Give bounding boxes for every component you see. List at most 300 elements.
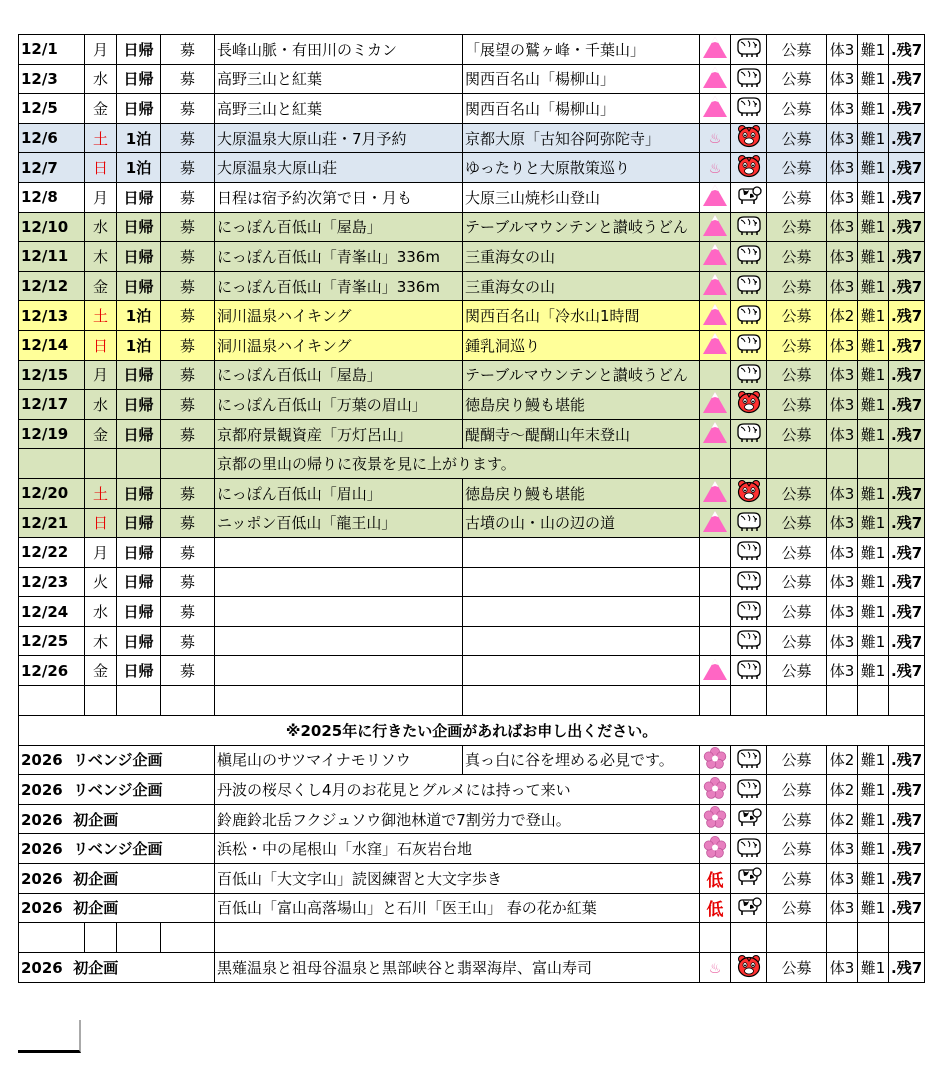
ox-icon — [736, 421, 762, 443]
difficulty-level-cell: 難1 — [858, 626, 889, 656]
date-cell: 12/22 — [19, 538, 85, 568]
plan-row — [19, 745, 925, 775]
table-row — [19, 123, 925, 153]
cow-icon — [736, 806, 762, 828]
ox-icon — [736, 66, 762, 88]
stamina-level-cell: 体3 — [827, 508, 858, 538]
event-title-cell: 大原温泉大原山荘 — [215, 153, 463, 183]
remaining-seats-cell: .残7 — [889, 597, 925, 627]
trip-type-cell: 日帰 — [117, 212, 161, 242]
recruit-type-cell: 公募 — [767, 834, 827, 864]
animal-icon-cell — [731, 182, 767, 212]
plan-label-cell — [19, 953, 215, 983]
animal-icon-cell — [731, 656, 767, 686]
trip-type-cell: 日帰 — [117, 390, 161, 420]
recruit-type-cell: 公募 — [767, 893, 827, 923]
mountain-icon — [702, 213, 728, 237]
low-mountain-mark: 低 — [706, 870, 724, 891]
event-subtitle-cell — [463, 597, 700, 627]
recruit-type-cell: 公募 — [767, 864, 827, 894]
plan-year: 2026 — [21, 810, 63, 829]
plan-title-cell: 浜松・中の尾根山「水窪」石灰岩台地 — [215, 834, 700, 864]
animal-icon-cell — [731, 35, 767, 65]
recruit-type-cell: 公募 — [767, 301, 827, 331]
difficulty-level-cell: 難1 — [858, 597, 889, 627]
table-row — [19, 508, 925, 538]
table-row — [19, 419, 925, 449]
recruit-type-cell: 公募 — [767, 330, 827, 360]
recruiting-cell: 募 — [161, 508, 215, 538]
date-cell: 12/17 — [19, 390, 85, 420]
difficulty-level-cell: 難1 — [858, 508, 889, 538]
event-subtitle-cell: 関西百名山「楊柳山」 — [463, 64, 700, 94]
date-cell: 12/8 — [19, 182, 85, 212]
animal-icon-cell — [731, 94, 767, 124]
plan-year: 2026 — [21, 959, 63, 978]
weekday-cell: 土 — [85, 301, 117, 331]
mountain-icon — [702, 183, 728, 207]
recruiting-cell: 募 — [161, 656, 215, 686]
plan-title-cell: 黒薙温泉と祖母谷温泉と黒部峡谷と翡翠海岸、富山寿司 — [215, 953, 700, 983]
event-subtitle-cell — [463, 626, 700, 656]
remaining-seats-cell: .残7 — [889, 212, 925, 242]
trip-type-cell: 日帰 — [117, 360, 161, 390]
table-row — [19, 656, 925, 686]
category-icon-cell — [700, 94, 731, 124]
remaining-seats-cell: .残7 — [889, 893, 925, 923]
stamina-level-cell: 体3 — [827, 123, 858, 153]
stamina-level-cell: 体3 — [827, 182, 858, 212]
trip-type-cell: 1泊 — [117, 153, 161, 183]
plan-title-cell: 百低山「富山高落場山」と石川「医王山」 春の花か紅葉 — [215, 893, 700, 923]
difficulty-level-cell: 難1 — [858, 834, 889, 864]
difficulty-level-cell: 難1 — [858, 804, 889, 834]
trip-type-cell: 日帰 — [117, 94, 161, 124]
date-cell: 12/5 — [19, 94, 85, 124]
animal-icon-cell — [731, 893, 767, 923]
remaining-seats-cell: .残7 — [889, 804, 925, 834]
recruiting-cell: 募 — [161, 538, 215, 568]
event-subtitle-cell: 「展望の鷲ヶ峰・千葉山」 — [463, 35, 700, 65]
category-icon-cell — [700, 804, 731, 834]
remaining-seats-cell: .残7 — [889, 419, 925, 449]
ox-icon — [736, 273, 762, 295]
event-title-cell: 高野三山と紅葉 — [215, 64, 463, 94]
difficulty-level-cell: 難1 — [858, 953, 889, 983]
plan-title-cell: 百低山「大文字山」読図練習と大文字歩き — [215, 864, 700, 894]
date-cell: 12/20 — [19, 478, 85, 508]
hot-spring-icon: ♨ — [708, 131, 722, 148]
hot-spring-icon: ♨ — [708, 160, 722, 177]
ox-icon — [736, 539, 762, 561]
plan-year: 2026 — [21, 899, 63, 918]
plan-kind: 初企画 — [73, 869, 119, 888]
remaining-seats-cell: .残7 — [889, 864, 925, 894]
ox-icon — [736, 36, 762, 58]
difficulty-level-cell: 難1 — [858, 567, 889, 597]
difficulty-level-cell: 難1 — [858, 656, 889, 686]
category-icon-cell — [700, 567, 731, 597]
note-row — [19, 716, 925, 746]
event-subtitle-cell: 徳島戻り鰻も堪能 — [463, 390, 700, 420]
difficulty-level-cell: 難1 — [858, 330, 889, 360]
recruiting-cell: 募 — [161, 626, 215, 656]
recruiting-cell: 募 — [161, 153, 215, 183]
ox-icon — [736, 836, 762, 858]
recruit-type-cell: 公募 — [767, 271, 827, 301]
cow-icon — [736, 865, 762, 887]
category-icon-cell — [700, 745, 731, 775]
stamina-level-cell: 体3 — [827, 893, 858, 923]
trip-type-cell: 日帰 — [117, 567, 161, 597]
ox-icon — [736, 243, 762, 265]
category-icon-cell — [700, 775, 731, 805]
hot-spring-icon: ♨ — [708, 960, 722, 977]
difficulty-level-cell: 難1 — [858, 271, 889, 301]
stamina-level-cell: 体3 — [827, 538, 858, 568]
recruit-type-cell: 公募 — [767, 35, 827, 65]
event-subtitle-cell: 鍾乳洞巡り — [463, 330, 700, 360]
stamina-level-cell: 体3 — [827, 478, 858, 508]
ox-icon — [736, 214, 762, 236]
recruiting-cell: 募 — [161, 123, 215, 153]
trip-type-cell: 1泊 — [117, 301, 161, 331]
remaining-seats-cell: .残7 — [889, 626, 925, 656]
trip-type-cell: 1泊 — [117, 330, 161, 360]
recruiting-cell: 募 — [161, 597, 215, 627]
cell-selection-marker — [18, 1020, 81, 1053]
plan-label-cell — [19, 834, 215, 864]
ox-icon — [736, 658, 762, 680]
mountain-icon — [702, 390, 728, 414]
event-title-cell: 京都府景観資産「万灯呂山」 — [215, 419, 463, 449]
recruit-type-cell: 公募 — [767, 94, 827, 124]
event-subtitle-cell: 三重海女の山 — [463, 271, 700, 301]
animal-icon-cell — [731, 775, 767, 805]
ox-icon — [736, 747, 762, 769]
ox-icon — [736, 569, 762, 591]
plan-label-cell — [19, 864, 215, 894]
stamina-level-cell: 体3 — [827, 64, 858, 94]
low-mountain-mark: 低 — [706, 900, 724, 921]
animal-icon-cell — [731, 390, 767, 420]
animal-icon-cell — [731, 123, 767, 153]
recruit-type-cell: 公募 — [767, 212, 827, 242]
plan-row — [19, 864, 925, 894]
event-title-cell — [215, 567, 463, 597]
date-cell: 12/11 — [19, 242, 85, 272]
event-title-cell — [215, 597, 463, 627]
stamina-level-cell: 体3 — [827, 656, 858, 686]
category-icon-cell — [700, 538, 731, 568]
table-row — [19, 330, 925, 360]
tiger-icon — [736, 154, 762, 178]
request-note: ※2025年に行きたい企画があればお申し出ください。 — [19, 716, 925, 746]
stamina-level-cell: 体2 — [827, 804, 858, 834]
event-title-cell: 洞川温泉ハイキング — [215, 301, 463, 331]
trip-type-cell: 日帰 — [117, 538, 161, 568]
animal-icon-cell — [731, 953, 767, 983]
blank-row — [19, 686, 925, 716]
event-note-cell: 京都の里山の帰りに夜景を見に上がります。 — [215, 449, 700, 479]
animal-icon-cell — [731, 271, 767, 301]
recruit-type-cell: 公募 — [767, 567, 827, 597]
event-title-cell: ニッポン百低山「龍王山」 — [215, 508, 463, 538]
table-row — [19, 64, 925, 94]
difficulty-level-cell: 難1 — [858, 94, 889, 124]
ox-icon — [736, 303, 762, 325]
recruit-type-cell: 公募 — [767, 656, 827, 686]
weekday-cell: 木 — [85, 626, 117, 656]
animal-icon-cell — [731, 64, 767, 94]
table-row — [19, 597, 925, 627]
difficulty-level-cell: 難1 — [858, 360, 889, 390]
tiger-icon — [736, 390, 762, 414]
event-subtitle-cell — [463, 538, 700, 568]
animal-icon-cell — [731, 419, 767, 449]
date-cell: 12/14 — [19, 330, 85, 360]
ox-icon — [736, 599, 762, 621]
difficulty-level-cell: 難1 — [858, 419, 889, 449]
weekday-cell: 火 — [85, 567, 117, 597]
event-subtitle-cell: テーブルマウンテンと讃岐うどん — [463, 360, 700, 390]
plan-year: 2026 — [21, 840, 63, 859]
difficulty-level-cell: 難1 — [858, 35, 889, 65]
plan-kind: リベンジ企画 — [73, 751, 163, 770]
stamina-level-cell: 体3 — [827, 35, 858, 65]
trip-type-cell: 日帰 — [117, 419, 161, 449]
category-icon-cell — [700, 153, 731, 183]
event-title-cell: にっぽん百低山「屋島」 — [215, 360, 463, 390]
category-icon-cell — [700, 35, 731, 65]
event-subtitle-cell: 三重海女の山 — [463, 242, 700, 272]
recruit-type-cell: 公募 — [767, 775, 827, 805]
event-title-cell: にっぽん百低山「青峯山」336m — [215, 271, 463, 301]
mountain-icon — [702, 242, 728, 266]
trip-type-cell: 日帰 — [117, 64, 161, 94]
category-icon-cell — [700, 597, 731, 627]
event-subtitle-cell: 大原三山焼杉山登山 — [463, 182, 700, 212]
remaining-seats-cell: .残7 — [889, 478, 925, 508]
event-subtitle-cell: テーブルマウンテンと讃岐うどん — [463, 212, 700, 242]
category-icon-cell — [700, 419, 731, 449]
recruiting-cell: 募 — [161, 301, 215, 331]
category-icon-cell — [700, 893, 731, 923]
table-row — [19, 301, 925, 331]
tiger-icon — [736, 479, 762, 503]
ox-icon — [736, 362, 762, 384]
difficulty-level-cell: 難1 — [858, 64, 889, 94]
plan-row — [19, 834, 925, 864]
recruiting-cell: 募 — [161, 182, 215, 212]
trip-type-cell: 日帰 — [117, 242, 161, 272]
table-row — [19, 153, 925, 183]
mountain-icon — [702, 479, 728, 503]
plum-blossom-icon — [703, 805, 727, 829]
date-cell: 12/6 — [19, 123, 85, 153]
recruiting-cell: 募 — [161, 242, 215, 272]
animal-icon-cell — [731, 301, 767, 331]
weekday-cell: 金 — [85, 656, 117, 686]
plan-label-cell — [19, 804, 215, 834]
stamina-level-cell: 体3 — [827, 626, 858, 656]
category-icon-cell — [700, 212, 731, 242]
category-icon-cell — [700, 64, 731, 94]
plan-title-cell: 丹波の桜尽くし4月のお花見とグルメには持って来い — [215, 775, 700, 805]
table-row — [19, 271, 925, 301]
date-cell: 12/15 — [19, 360, 85, 390]
stamina-level-cell: 体3 — [827, 864, 858, 894]
remaining-seats-cell: .残7 — [889, 94, 925, 124]
category-icon-cell — [700, 301, 731, 331]
difficulty-level-cell: 難1 — [858, 893, 889, 923]
table-row — [19, 242, 925, 272]
weekday-cell: 月 — [85, 360, 117, 390]
weekday-cell: 木 — [85, 242, 117, 272]
remaining-seats-cell: .残7 — [889, 775, 925, 805]
remaining-seats-cell: .残7 — [889, 242, 925, 272]
animal-icon-cell — [731, 360, 767, 390]
stamina-level-cell: 体2 — [827, 745, 858, 775]
event-subtitle-cell: 関西百名山「楊柳山」 — [463, 94, 700, 124]
difficulty-level-cell: 難1 — [858, 864, 889, 894]
date-cell: 12/7 — [19, 153, 85, 183]
recruiting-cell: 募 — [161, 478, 215, 508]
trip-type-cell: 1泊 — [117, 123, 161, 153]
remaining-seats-cell: .残7 — [889, 390, 925, 420]
recruiting-cell: 募 — [161, 212, 215, 242]
stamina-level-cell: 体3 — [827, 390, 858, 420]
event-title-cell — [215, 656, 463, 686]
recruit-type-cell: 公募 — [767, 508, 827, 538]
ox-icon — [736, 777, 762, 799]
trip-type-cell: 日帰 — [117, 478, 161, 508]
recruit-type-cell: 公募 — [767, 804, 827, 834]
mountain-icon — [702, 331, 728, 355]
stamina-level-cell: 体3 — [827, 330, 858, 360]
difficulty-level-cell: 難1 — [858, 390, 889, 420]
recruit-type-cell: 公募 — [767, 153, 827, 183]
weekday-cell: 月 — [85, 538, 117, 568]
difficulty-level-cell: 難1 — [858, 745, 889, 775]
plan-label-cell — [19, 893, 215, 923]
plum-blossom-icon — [703, 746, 727, 770]
animal-icon-cell — [731, 508, 767, 538]
animal-icon-cell — [731, 804, 767, 834]
mountain-icon — [702, 94, 728, 118]
table-row — [19, 35, 925, 65]
stamina-level-cell: 体3 — [827, 212, 858, 242]
event-subtitle-cell: 古墳の山・山の辺の道 — [463, 508, 700, 538]
mountain-icon — [702, 65, 728, 89]
recruit-type-cell: 公募 — [767, 123, 827, 153]
date-cell: 12/12 — [19, 271, 85, 301]
plan-subtitle-cell: 真っ白に谷を埋める必見です。 — [463, 745, 700, 775]
plan-kind: リベンジ企画 — [73, 781, 163, 800]
difficulty-level-cell: 難1 — [858, 478, 889, 508]
plan-title-cell: 鈴鹿鈴北岳フクジュソウ御池林道で7割労力で登山。 — [215, 804, 700, 834]
event-subtitle-cell: 徳島戻り鰻も堪能 — [463, 478, 700, 508]
remaining-seats-cell: .残7 — [889, 538, 925, 568]
category-icon-cell — [700, 360, 731, 390]
mountain-icon — [702, 272, 728, 296]
remaining-seats-cell: .残7 — [889, 330, 925, 360]
event-title-cell — [215, 538, 463, 568]
difficulty-level-cell: 難1 — [858, 182, 889, 212]
weekday-cell: 水 — [85, 390, 117, 420]
category-icon-cell — [700, 864, 731, 894]
date-cell: 12/13 — [19, 301, 85, 331]
weekday-cell: 金 — [85, 271, 117, 301]
table-row — [19, 360, 925, 390]
stamina-level-cell: 体3 — [827, 567, 858, 597]
animal-icon-cell — [731, 538, 767, 568]
event-title-cell: にっぽん百低山「屋島」 — [215, 212, 463, 242]
schedule-table — [18, 34, 925, 983]
stamina-level-cell: 体3 — [827, 242, 858, 272]
animal-icon-cell — [731, 242, 767, 272]
weekday-cell: 月 — [85, 35, 117, 65]
weekday-cell: 土 — [85, 478, 117, 508]
difficulty-level-cell: 難1 — [858, 153, 889, 183]
category-icon-cell — [700, 390, 731, 420]
event-title-cell: にっぽん百低山「眉山」 — [215, 478, 463, 508]
event-subtitle-cell — [463, 567, 700, 597]
weekday-cell: 日 — [85, 153, 117, 183]
animal-icon-cell — [731, 153, 767, 183]
weekday-cell: 金 — [85, 94, 117, 124]
event-subtitle-cell: 醍醐寺～醍醐山年末登山 — [463, 419, 700, 449]
mountain-icon — [702, 302, 728, 326]
trip-type-cell: 日帰 — [117, 626, 161, 656]
tiger-icon — [736, 124, 762, 148]
ox-icon — [736, 510, 762, 532]
remaining-seats-cell: .残7 — [889, 64, 925, 94]
event-title-cell: 洞川温泉ハイキング — [215, 330, 463, 360]
stamina-level-cell: 体3 — [827, 597, 858, 627]
category-icon-cell — [700, 626, 731, 656]
date-cell: 12/24 — [19, 597, 85, 627]
ox-icon — [736, 628, 762, 650]
recruiting-cell: 募 — [161, 35, 215, 65]
remaining-seats-cell: .残7 — [889, 745, 925, 775]
weekday-cell: 日 — [85, 330, 117, 360]
remaining-seats-cell: .残7 — [889, 567, 925, 597]
category-icon-cell — [700, 953, 731, 983]
blank-row — [19, 923, 925, 953]
date-cell: 12/1 — [19, 35, 85, 65]
recruiting-cell: 募 — [161, 390, 215, 420]
weekday-cell: 水 — [85, 212, 117, 242]
animal-icon-cell — [731, 212, 767, 242]
recruit-type-cell: 公募 — [767, 953, 827, 983]
event-subtitle-cell: ゆったりと大原散策巡り — [463, 153, 700, 183]
stamina-level-cell: 体3 — [827, 271, 858, 301]
table-row — [19, 538, 925, 568]
difficulty-level-cell: 難1 — [858, 775, 889, 805]
recruit-type-cell: 公募 — [767, 390, 827, 420]
plum-blossom-icon — [703, 776, 727, 800]
animal-icon-cell — [731, 330, 767, 360]
plan-kind: 初企画 — [73, 810, 119, 829]
trip-type-cell: 日帰 — [117, 182, 161, 212]
remaining-seats-cell: .残7 — [889, 182, 925, 212]
recruit-type-cell: 公募 — [767, 745, 827, 775]
weekday-cell: 水 — [85, 64, 117, 94]
difficulty-level-cell: 難1 — [858, 212, 889, 242]
stamina-level-cell: 体3 — [827, 953, 858, 983]
date-cell: 12/19 — [19, 419, 85, 449]
